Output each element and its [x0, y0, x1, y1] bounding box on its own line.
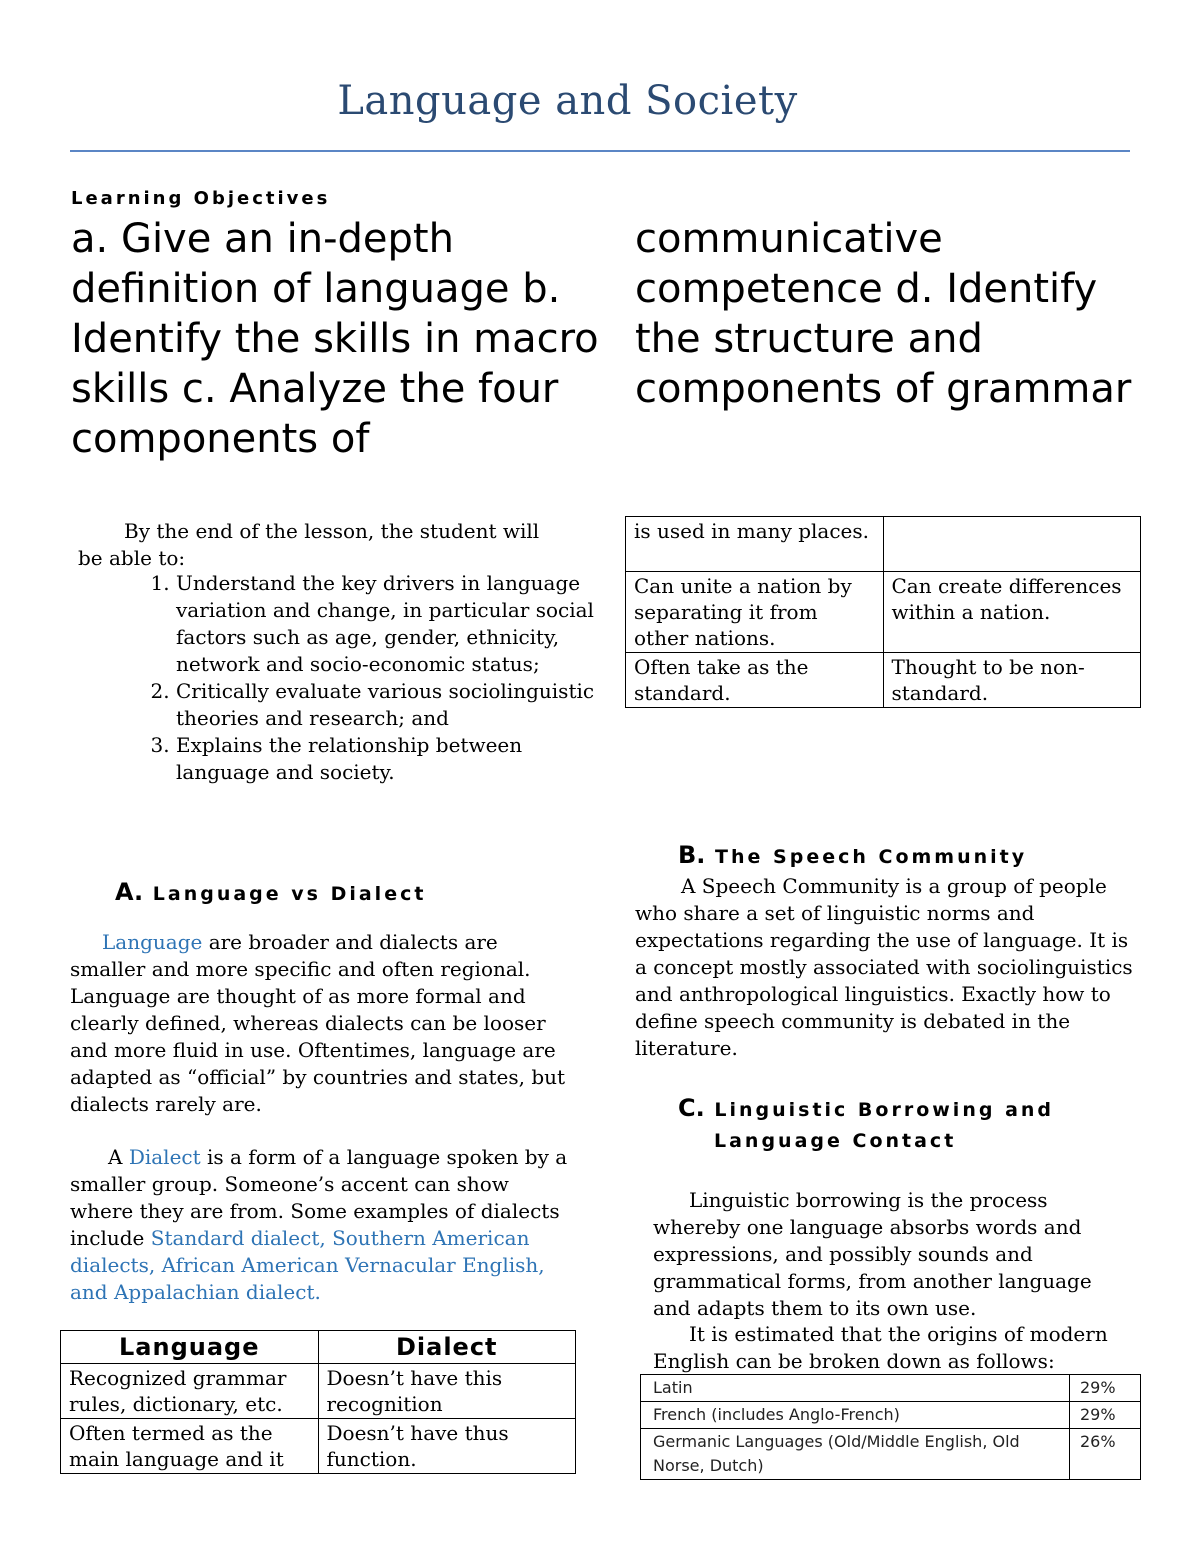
- section-a-p2-prefix: A: [108, 1145, 129, 1169]
- table-row: [641, 1375, 1141, 1402]
- section-c-paragraph-1: Linguistic borrowing is the process whereby one language absorbs words and expressions, and possibly sounds and grammatical forms, from another language and adapts them to its own use.: [653, 1188, 1092, 1320]
- section-c-letter: C.: [678, 1094, 705, 1122]
- section-c-paragraph-2: It is estimated that the origins of modern English can be broken down as follows:: [653, 1322, 1108, 1373]
- section-a-letter: A.: [115, 878, 144, 906]
- title-rule: [70, 150, 1130, 152]
- section-a-heading: [115, 878, 426, 906]
- table-header-language: Language: [61, 1331, 319, 1364]
- table-row: [641, 1402, 1141, 1429]
- section-b-letter: B.: [678, 841, 706, 869]
- table-row: [61, 1364, 576, 1419]
- table-cell: Often termed as the main language and it: [61, 1419, 319, 1474]
- objectives-list: [130, 570, 606, 786]
- table-cell: is used in many places.: [626, 517, 884, 572]
- section-c-title-line2: Language Contact: [714, 1130, 957, 1152]
- objectives-intro: By the end of the lesson, the student will be able to:: [78, 519, 540, 570]
- origin-percent: 29%: [1070, 1402, 1141, 1429]
- origin-percent: 26%: [1070, 1429, 1141, 1480]
- section-a-p2-text: is a form of a language spoken by a smaller group. Someone’s accent can show where they are from. Some examples of dialects include: [70, 1145, 568, 1250]
- origin-name: Germanic Languages (Old/Middle English, Old Norse, Dutch): [641, 1429, 1070, 1480]
- page-title: Language and Society: [337, 78, 798, 124]
- table-row: [626, 517, 1141, 572]
- term-dialect: Dialect: [128, 1145, 201, 1169]
- table-row: [61, 1419, 576, 1474]
- table-row: [626, 572, 1141, 653]
- table-header-dialect: Dialect: [318, 1331, 576, 1364]
- table-cell: Doesn’t have this recognition: [318, 1364, 576, 1419]
- objectives-big-right: communicative competence d. Identify the structure and components of grammar: [635, 216, 1132, 412]
- objective-item: 3. Explains the relationship between language and society.: [176, 732, 606, 786]
- objectives-big-left: a. Give an in-depth definition of language b. Identify the skills in macro skills c. Analyze the four components of: [71, 216, 599, 462]
- dialect-examples: Standard dialect, Southern American dialects, African American Vernacular English, and Appalachian dialect.: [70, 1226, 545, 1304]
- section-c-heading: [678, 1094, 1054, 1122]
- objective-item: 2. Critically evaluate various sociolinguistic theories and research; and: [176, 678, 606, 732]
- objectives-label: Learning Objectives: [71, 188, 331, 209]
- table-cell: Can unite a nation by separating it from other nations.: [626, 572, 884, 653]
- table-cell: Can create differences within a nation.: [883, 572, 1141, 653]
- section-a-title: Language vs Dialect: [152, 883, 427, 905]
- table-row: [626, 653, 1141, 708]
- section-c-title-line1: Linguistic Borrowing and: [714, 1099, 1055, 1121]
- section-a-p1-text: are broader and dialects are smaller and more specific and often regional. Language are thought of as more formal and clearly defined, whereas dialects can be looser and more fluid in use. Oftentimes, language are adapted as “official” by countries and states, but dialects rarely are.: [70, 930, 566, 1116]
- language-dialect-table-continued: [625, 516, 1141, 708]
- objective-item: 1. Understand the key drivers in language variation and change, in particular social factors such as age, gender, ethnicity, network and socio-economic status;: [176, 570, 606, 678]
- term-language: Language: [102, 930, 203, 954]
- table-cell: Often take as the standard.: [626, 653, 884, 708]
- origin-percent: 29%: [1070, 1375, 1141, 1402]
- section-a-paragraph-1: [70, 929, 570, 1118]
- table-cell: [883, 517, 1141, 572]
- section-b-paragraph: A Speech Community is a group of people who share a set of linguistic norms and expectations regarding the use of language. It is a concept mostly associated with sociolinguistics and anthropological linguistics. Exactly how to define speech community is debated in the literature.: [635, 874, 1133, 1060]
- table-row: [641, 1429, 1141, 1480]
- section-b-heading: [678, 841, 1027, 869]
- table-cell: Recognized grammar rules, dictionary, etc.: [61, 1364, 319, 1419]
- origin-name: French (includes Anglo-French): [641, 1402, 1070, 1429]
- section-a-paragraph-2: [70, 1144, 570, 1306]
- table-cell: Doesn’t have thus function.: [318, 1419, 576, 1474]
- origin-name: Latin: [641, 1375, 1070, 1402]
- section-b-title: The Speech Community: [715, 846, 1028, 868]
- english-origins-table: [640, 1374, 1141, 1480]
- table-cell: Thought to be non-standard.: [883, 653, 1141, 708]
- language-dialect-table: [60, 1330, 576, 1474]
